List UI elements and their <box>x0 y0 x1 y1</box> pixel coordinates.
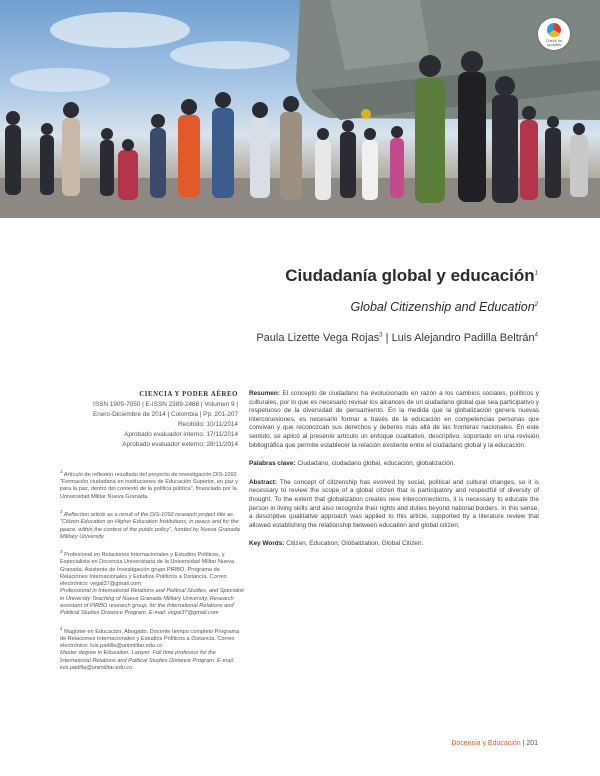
abstract-paragraph: Abstract: The concept of citizenship has evolved by social, political and cultural changes, so it is necessary to review the scope of a global citizen that is participatory and respectful of diversity of thought. To the extent that globalization creates new interconnections, it is necessary to educate the person in living skills and also recognize their rights and duties beyond national borders. In this sense, a descriptive qualitative approach was applied to this article, supported by a literature review that allowed establishing the relationship between education and global citizen. <box>249 478 539 529</box>
cover-photo <box>0 0 600 218</box>
received-date: Recibido: 10/11/2014 <box>178 421 238 428</box>
check-for-updates-badge[interactable] <box>538 18 570 50</box>
approved-external-date: Aprobado evaluador externo: 28/11/2014 <box>122 441 238 448</box>
footnotes <box>60 468 244 679</box>
page-footer: Docencia y Educación | 201 <box>451 740 538 747</box>
palabras-clave-paragraph: Palabras clave: Ciudadano, ciudadano global, educación, globalización. <box>249 460 456 468</box>
badge-label: Check for updates <box>545 38 563 47</box>
journal-name: CIENCIA Y PODER AÉREO <box>139 391 238 398</box>
footnote: $^3$ Profesional en Relaciones Internacionales y Estudios Políticos, y Especialista en Docencia Universitaria de la Universidad Militar Nueva Granada. Asistente de Investigación grupo PIRBO, Programa de Relaciones Internacionales y Estudios Políticos a Distancia. Correo electrónico: vegal37@gmail.com Professional in International Relations and Political Studies, and Specialist in University Teaching of Nueva Granada Military University. Research assistant of PIRBO research group, for the International Relations and Political Studies Distance Program. E-mail: vegal37@gmail.com <box>60 549 244 617</box>
footnote: $^2$ Reflection article as a result of the DIS-1092 research project title as "Citizen Education on Higher Education Institutions, in peace and for the peace, within the context of the public policy", funded by Nueva Granada Military University. <box>60 509 240 540</box>
date-line: Enero-Diciembre de 2014 | Colombia | Pp. 201-207 <box>92 411 238 418</box>
abstract-column <box>249 390 539 559</box>
publication-metadata <box>38 390 238 450</box>
article-subtitle: Global Citizenship and Education$^2$ <box>350 300 538 314</box>
subtitle-footnote-marker[interactable]: 2 <box>534 301 538 308</box>
resumen-paragraph: Resumen: El concepto de ciudadano ha evolucionado en razón a los cambios sociales, políticos y culturales, por lo que es necesario revisar los alcances de un ciudadano global que sea participativo y respetuoso de la diversidad de pensamiento. En la medida que la globalización genera nuevas interconexiones, es necesario formar a través de la educación en competencias personas que convivan y que reconozcan sus derechos y deberes más allá de las fronteras nacionales. En este sentido, se aplicó al presente artículo un enfoque cualitativo, descriptivo, soportado en una revisión bibliográfica que permite establecer la relación existente entre el ciudadano global y la educación. <box>249 390 539 449</box>
approved-internal-date: Aprobado evaluador interno: 17/11/2014 <box>124 431 238 438</box>
authors-line: Paula Lizette Vega Rojas$^3$ | Luis Alejandro Padilla Beltrán$^4$ <box>256 332 538 344</box>
issn-line: ISSN 1909-7050 | E-ISSN 2389-2468 | Volumen 9 | <box>93 401 238 408</box>
title-footnote-marker[interactable]: 1 <box>534 270 538 277</box>
page-number: 201 <box>526 740 538 747</box>
keywords-paragraph: Key Words: Citizen, Education, Globalization, Global Citizen. <box>249 540 424 548</box>
article-title: Ciudadanía global y educación$^1$ <box>285 266 538 285</box>
author-1: Paula Lizette Vega Rojas <box>256 332 380 344</box>
author-2: Luis Alejandro Padilla Beltrán <box>391 332 535 344</box>
footnote: $^1$ Artículo de reflexión resultado del proyecto de investigación DIS-1092 "Formación ciudadana en instituciones de Educación Superior, en paz y para la paz, dentro del contexto de la política pública", financiado por la Universidad Militar Nueva Granada. <box>60 469 238 500</box>
crossmark-icon <box>547 23 561 37</box>
crowd-airplane-illustration <box>0 0 600 218</box>
footnote: $^4$ Magíster en Educación, Abogado. Docente tiempo completo Programa de Relaciones Internacionales y Estudios Políticos a Distancia. Correo electrónico: luis.padilla@unimilitar.edu.co Master degree in Education, Lawyer. Full time professor for the International Relations and Political Studies Distance Program. E-mail: luis.padilla@unimilitar.edu.co <box>60 625 240 671</box>
footer-section: Docencia y Educación <box>451 740 521 747</box>
